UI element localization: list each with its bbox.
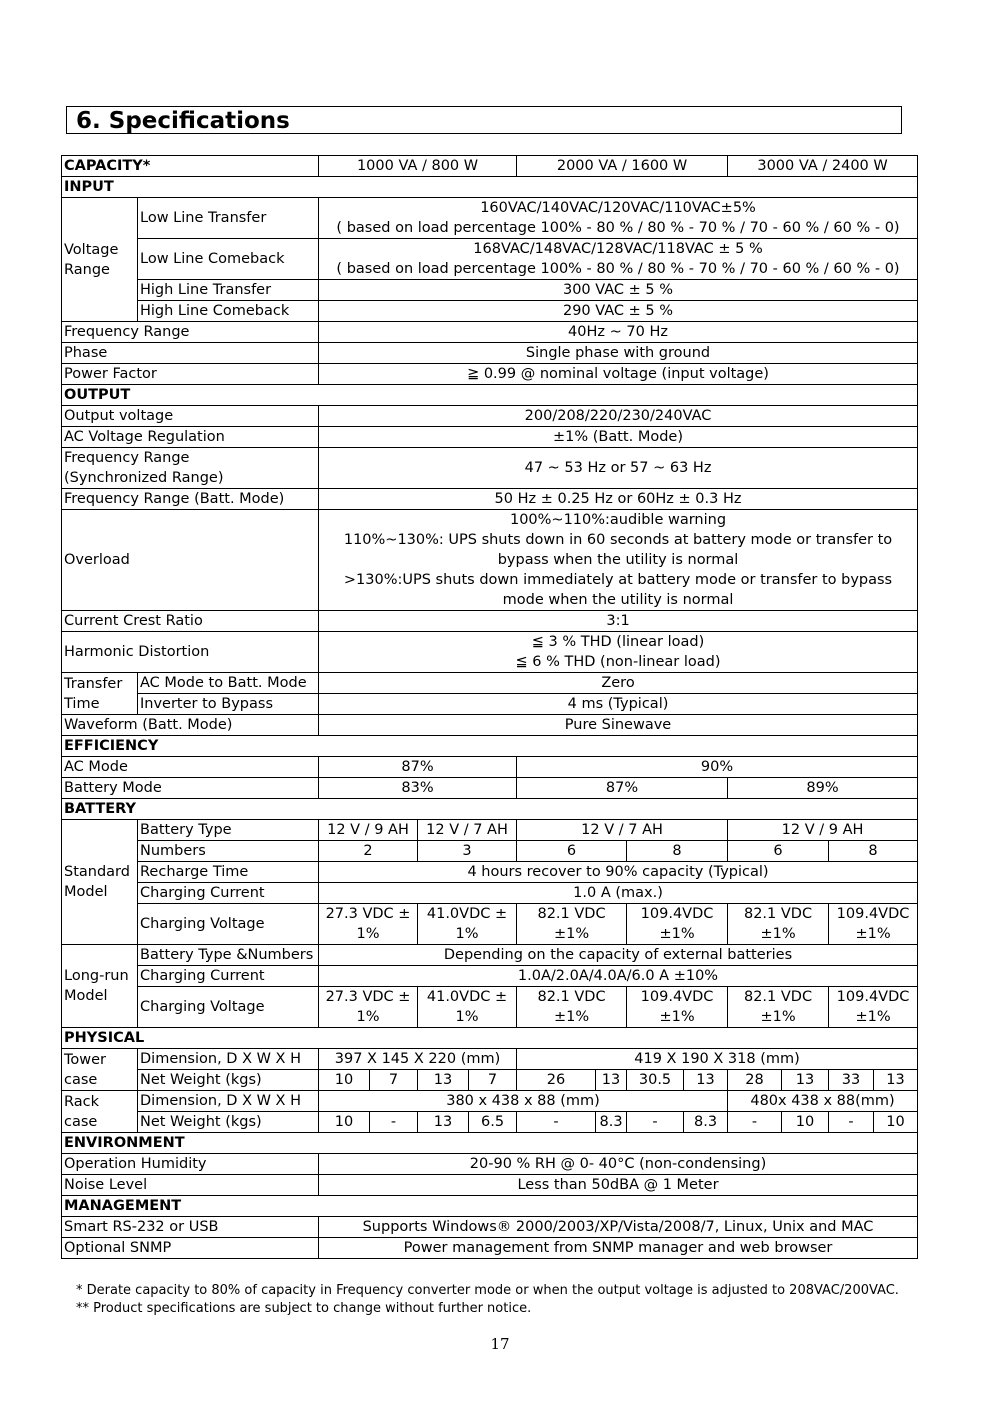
waveform-label: Waveform (Batt. Mode) [62,715,319,736]
rack-dimension-label: Dimension, D X W X H [138,1091,319,1112]
power-factor-value: ≧ 0.99 @ nominal voltage (input voltage) [319,364,918,385]
snmp-label: Optional SNMP [62,1238,319,1259]
inv-to-bypass-value: 4 ms (Typical) [319,694,918,715]
phase-label: Phase [62,343,319,364]
waveform-value: Pure Sinewave [319,715,918,736]
rack-dimension-value: 380 x 438 x 88 (mm) [319,1091,728,1112]
rack-weight-value: - [627,1112,684,1133]
overload-value: 100%~110%:audible warning 110%~130%: UPS shuts down in 60 seconds at battery mode or transfer to bypass when the utility is normal >130%:UPS shuts down immediately at battery mode or transfer to bypass mode when the utility is normal [319,510,918,611]
capacity-row [62,156,918,177]
charging-voltage-value: 82.1 VDC ±1% [728,904,829,945]
input-section-title: INPUT [62,177,918,198]
tower-weight-value: 7 [370,1070,418,1091]
battery-type-value: 12 V / 9 AH [319,820,418,841]
power-factor-label: Power Factor [62,364,319,385]
freq-batt-row [62,489,918,510]
noise-row [62,1175,918,1196]
tower-weight-value: 26 [517,1070,596,1091]
overload-row [62,510,918,611]
transfer-ac-batt-row [62,673,918,694]
ac-to-batt-value: Zero [319,673,918,694]
efficiency-ac-value-2: 90% [517,757,918,778]
footnote-change-notice: ** Product specifications are subject to change without further notice. [76,1301,532,1316]
rack-weight-value: 10 [319,1112,370,1133]
crest-ratio-row [62,611,918,632]
page-number: 17 [490,1335,510,1353]
lr-charging-voltage-value: 41.0VDC ± 1% [418,987,517,1028]
charging-current-row [62,883,918,904]
low-line-comeback-row [62,239,918,280]
freq-batt-label: Frequency Range (Batt. Mode) [62,489,319,510]
management-section-row [62,1196,918,1217]
freq-sync-label: Frequency Range (Synchronized Range) [62,448,319,489]
rack-dimension-row [62,1091,918,1112]
efficiency-ac-row [62,757,918,778]
lr-charging-voltage-value: 27.3 VDC ± 1% [319,987,418,1028]
rack-weight-row [62,1112,918,1133]
phase-row [62,343,918,364]
rack-weight-value: 8.3 [684,1112,728,1133]
humidity-value: 20-90 % RH @ 0- 40°C (non-condensing) [319,1154,918,1175]
harmonic-label: Harmonic Distortion [62,632,319,673]
tower-dimension-value: 397 X 145 X 220 (mm) [319,1049,517,1070]
tower-weight-value: 13 [684,1070,728,1091]
recharge-time-label: Recharge Time [138,862,319,883]
freq-batt-value: 50 Hz ± 0.25 Hz or 60Hz ± 0.3 Hz [319,489,918,510]
high-line-comeback-value: 290 VAC ± 5 % [319,301,918,322]
efficiency-ac-label: AC Mode [62,757,319,778]
voltage-range-label: Voltage Range [62,198,138,322]
battery-type-value: 12 V / 9 AH [728,820,918,841]
footnotes [76,1282,899,1318]
physical-section-row [62,1028,918,1049]
management-section-title: MANAGEMENT [62,1196,918,1217]
waveform-row [62,715,918,736]
lr-type-numbers-label: Battery Type &Numbers [138,945,319,966]
transfer-time-label: Transfer Time [62,673,138,715]
battery-numbers-value: 6 [517,841,627,862]
charging-current-label: Charging Current [138,883,319,904]
charging-voltage-value: 109.4VDC ±1% [829,904,918,945]
charging-voltage-value: 82.1 VDC ±1% [517,904,627,945]
lr-charging-voltage-row [62,987,918,1028]
lr-type-numbers-value: Depending on the capacity of external batteries [319,945,918,966]
low-line-transfer-label: Low Line Transfer [138,198,319,239]
inv-to-bypass-label: Inverter to Bypass [138,694,319,715]
section-heading: 6. Specifications [76,108,290,134]
high-line-transfer-value: 300 VAC ± 5 % [319,280,918,301]
standard-model-label: Standard Model [62,820,138,945]
tower-weight-value: 13 [418,1070,469,1091]
high-line-transfer-row [62,280,918,301]
tower-dimension-label: Dimension, D X W X H [138,1049,319,1070]
lr-charging-current-label: Charging Current [138,966,319,987]
input-frequency-row [62,322,918,343]
battery-numbers-value: 8 [627,841,728,862]
battery-type-value: 12 V / 7 AH [418,820,517,841]
input-section-row [62,177,918,198]
output-section-title: OUTPUT [62,385,918,406]
rs232-row [62,1217,918,1238]
battery-type-row [62,820,918,841]
harmonic-value: ≦ 3 % THD (linear load) ≦ 6 % THD (non-linear load) [319,632,918,673]
longrun-model-label: Long-run Model [62,945,138,1028]
tower-weight-value: 30.5 [627,1070,684,1091]
output-section-row [62,385,918,406]
lr-charging-current-value: 1.0A/2.0A/4.0A/6.0 A ±10% [319,966,918,987]
transfer-inv-bypass-row [62,694,918,715]
battery-numbers-value: 2 [319,841,418,862]
tower-dimension-value: 419 X 190 X 318 (mm) [517,1049,918,1070]
high-line-comeback-row [62,301,918,322]
battery-numbers-row [62,841,918,862]
battery-numbers-label: Numbers [138,841,319,862]
high-line-transfer-label: High Line Transfer [138,280,319,301]
section-heading-box [66,106,902,134]
rack-weight-value: 10 [782,1112,829,1133]
tower-weight-value: 13 [596,1070,627,1091]
battery-type-label: Battery Type [138,820,319,841]
low-line-transfer-value: 160VAC/140VAC/120VAC/110VAC±5% ( based on load percentage 100% - 80 % / 80 % - 70 % / 70 - 60 % / 60 % - 0) [319,198,918,239]
efficiency-batt-label: Battery Mode [62,778,319,799]
ac-regulation-row [62,427,918,448]
capacity-label: CAPACITY* [62,156,319,177]
noise-value: Less than 50dBA @ 1 Meter [319,1175,918,1196]
battery-numbers-value: 6 [728,841,829,862]
tower-dimension-row [62,1049,918,1070]
rack-case-label: Rack case [62,1091,138,1133]
ac-regulation-label: AC Voltage Regulation [62,427,319,448]
charging-voltage-value: 109.4VDC ±1% [627,904,728,945]
battery-numbers-value: 8 [829,841,918,862]
battery-type-value: 12 V / 7 AH [517,820,728,841]
tower-weight-row [62,1070,918,1091]
tower-case-label: Tower case [62,1049,138,1091]
recharge-time-value: 4 hours recover to 90% capacity (Typical) [319,862,918,883]
low-line-transfer-row [62,198,918,239]
snmp-value: Power management from SNMP manager and web browser [319,1238,918,1259]
rack-weight-value: 10 [874,1112,918,1133]
lr-charging-current-row [62,966,918,987]
rack-weight-value: 6.5 [469,1112,517,1133]
rack-weight-value: 8.3 [596,1112,627,1133]
specifications-table [61,155,918,1259]
footnote-derate: * Derate capacity to 80% of capacity in Frequency converter mode or when the output voltage is adjusted to 208VAC/200VAC. [76,1283,899,1298]
rack-weight-value: 13 [418,1112,469,1133]
rack-dimension-value: 480x 438 x 88(mm) [728,1091,918,1112]
lr-charging-voltage-value: 109.4VDC ±1% [829,987,918,1028]
humidity-row [62,1154,918,1175]
lr-charging-voltage-value: 82.1 VDC ±1% [517,987,627,1028]
ac-regulation-value: ±1% (Batt. Mode) [319,427,918,448]
capacity-model-3: 3000 VA / 2400 W [728,156,918,177]
rs232-label: Smart RS-232 or USB [62,1217,319,1238]
phase-value: Single phase with ground [319,343,918,364]
rack-weight-value: - [829,1112,874,1133]
freq-sync-value: 47 ~ 53 Hz or 57 ~ 63 Hz [319,448,918,489]
battery-section-row [62,799,918,820]
charging-current-value: 1.0 A (max.) [319,883,918,904]
power-factor-row [62,364,918,385]
capacity-model-2: 2000 VA / 1600 W [517,156,728,177]
tower-weight-label: Net Weight (kgs) [138,1070,319,1091]
physical-section-title: PHYSICAL [62,1028,918,1049]
rack-weight-value: - [728,1112,782,1133]
charging-voltage-row [62,904,918,945]
lr-type-numbers-row [62,945,918,966]
lr-charging-voltage-value: 109.4VDC ±1% [627,987,728,1028]
efficiency-batt-value-1: 83% [319,778,517,799]
low-line-comeback-value: 168VAC/148VAC/128VAC/118VAC ± 5 % ( based on load percentage 100% - 80 % / 80 % - 70 % / 70 - 60 % / 60 % - 0) [319,239,918,280]
high-line-comeback-label: High Line Comeback [138,301,319,322]
battery-section-title: BATTERY [62,799,918,820]
charging-voltage-label: Charging Voltage [138,904,319,945]
efficiency-ac-value-1: 87% [319,757,517,778]
harmonic-row [62,632,918,673]
tower-weight-value: 28 [728,1070,782,1091]
environment-section-row [62,1133,918,1154]
efficiency-batt-row [62,778,918,799]
capacity-model-1: 1000 VA / 800 W [319,156,517,177]
snmp-row [62,1238,918,1259]
charging-voltage-value: 27.3 VDC ± 1% [319,904,418,945]
tower-weight-value: 13 [782,1070,829,1091]
crest-ratio-value: 3:1 [319,611,918,632]
tower-weight-value: 13 [874,1070,918,1091]
lr-charging-voltage-label: Charging Voltage [138,987,319,1028]
crest-ratio-label: Current Crest Ratio [62,611,319,632]
rack-weight-value: - [517,1112,596,1133]
overload-label: Overload [62,510,319,611]
low-line-comeback-label: Low Line Comeback [138,239,319,280]
charging-voltage-value: 41.0VDC ± 1% [418,904,517,945]
efficiency-batt-value-2: 87% [517,778,728,799]
input-frequency-value: 40Hz ~ 70 Hz [319,322,918,343]
tower-weight-value: 7 [469,1070,517,1091]
noise-label: Noise Level [62,1175,319,1196]
humidity-label: Operation Humidity [62,1154,319,1175]
rs232-value: Supports Windows® 2000/2003/XP/Vista/2008/7, Linux, Unix and MAC [319,1217,918,1238]
tower-weight-value: 10 [319,1070,370,1091]
output-voltage-row [62,406,918,427]
ac-to-batt-label: AC Mode to Batt. Mode [138,673,319,694]
efficiency-section-title: EFFICIENCY [62,736,918,757]
efficiency-batt-value-3: 89% [728,778,918,799]
tower-weight-value: 33 [829,1070,874,1091]
environment-section-title: ENVIRONMENT [62,1133,918,1154]
efficiency-section-row [62,736,918,757]
input-frequency-label: Frequency Range [62,322,319,343]
rack-weight-value: - [370,1112,418,1133]
freq-sync-row [62,448,918,489]
rack-weight-label: Net Weight (kgs) [138,1112,319,1133]
output-voltage-label: Output voltage [62,406,319,427]
lr-charging-voltage-value: 82.1 VDC ±1% [728,987,829,1028]
battery-numbers-value: 3 [418,841,517,862]
output-voltage-value: 200/208/220/230/240VAC [319,406,918,427]
recharge-time-row [62,862,918,883]
